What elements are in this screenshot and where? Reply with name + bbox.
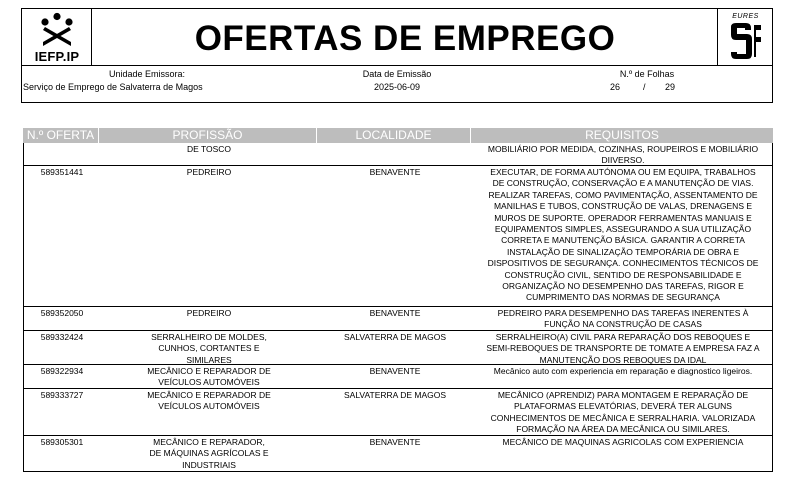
requirements-line: MECÂNICO (APRENDIZ) PARA MONTAGEM E REPARAÇÃO DE	[497, 390, 749, 400]
requirements-line: SERRALHEIRO(A) CIVIL PARA REPARAÇÃO DOS REBOQUES E	[495, 332, 751, 342]
offer-number: 589305301	[40, 437, 84, 447]
requirements	[473, 332, 773, 366]
profession-line: SERRALHEIRO DE MOLDES,	[151, 332, 267, 342]
iefp-logo-mark-icon	[40, 12, 74, 48]
requirements-line: MUROS DE SUPORTE. OPERADOR FERRAMENTAS MANUAIS E	[494, 212, 752, 223]
table-header	[23, 128, 773, 143]
requirements	[473, 390, 773, 436]
table-row	[23, 389, 773, 436]
offer-number: 589352050	[40, 308, 84, 318]
profession	[100, 308, 318, 319]
offer-number: 589322934	[40, 366, 84, 376]
page-separator: /	[643, 82, 646, 92]
requirements-line: EQUIPAMENTOS SIMPLES, ASSEGURANDO A SUA UTILIZAÇÃO	[494, 224, 752, 235]
profession-line: VEÍCULOS AUTOMÓVEIS	[158, 377, 260, 388]
profession-line: SIMILARES	[186, 354, 232, 365]
requirements	[473, 437, 773, 448]
table-row	[23, 143, 773, 166]
profession-line: VEÍCULOS AUTOMÓVEIS	[158, 401, 260, 412]
requirements-line: DISPOSITIVOS DE SEGURANÇA. CONHECIMENTOS TÉCNICOS DE	[487, 258, 759, 269]
offer-number: 589333727	[40, 390, 84, 400]
requirements-line: FORMAÇÃO NA ÁREA DA MECÂNICA OU SIMILARES.	[516, 424, 730, 435]
job-offers-table	[23, 128, 773, 472]
page-count-label: N.º de Folhas	[619, 69, 675, 79]
column-header-profession: PROFISSÃO	[99, 128, 317, 143]
requirements	[473, 167, 773, 304]
issuing-unit-cell	[22, 67, 272, 103]
requirements-line: MOBILIÁRIO POR MEDIDA, COZINHAS, ROUPEIROS E MOBILIÁRIO	[487, 144, 759, 154]
offer-number: 589332424	[40, 332, 84, 342]
location: BENAVENTE	[369, 437, 421, 447]
requirements-line: ORGANIZAÇÃO NO DESEMPENHO DAS TAREFAS, RIGOR E	[502, 281, 744, 292]
document-header	[21, 8, 773, 103]
column-header-location: LOCALIDADE	[317, 128, 471, 143]
table-row	[23, 436, 773, 472]
profession	[100, 390, 318, 413]
requirements-line: EXECUTAR, DE FORMA AUTÓNOMA OU EM EQUIPA, TRABALHOS	[490, 167, 756, 177]
iefp-logo	[22, 9, 92, 66]
page-title: OFERTAS DE EMPREGO	[194, 19, 616, 58]
table-row	[23, 365, 773, 389]
requirements-line: CONHECIMENTOS DE MECÂNICA E SERRALHARIA. VALORIZADA	[490, 412, 756, 423]
requirements	[473, 144, 773, 167]
requirements-line: MANUTENÇÃO DOS REBOQUES DA IDAL	[539, 354, 707, 365]
column-header-requirements: REQUISITOS	[585, 128, 659, 142]
profession-line: PEDREIRO	[186, 167, 232, 177]
table-row	[23, 331, 773, 365]
page-current: 26	[610, 82, 621, 92]
issue-date-label: Data de Emissão	[362, 69, 432, 79]
issue-date-value: 2025-06-09	[373, 82, 421, 92]
location: SALVATERRA DE MAGOS	[343, 390, 447, 400]
requirements-line: SEMI-REBOQUES DE TRANSPORTE DE TOMATE A EMPRESA FAZ A	[486, 343, 760, 354]
profession-line: MECÂNICO E REPARADOR DE	[147, 366, 271, 376]
requirements-line: CORRETA E MANUTENÇÃO BÁSICA. GARANTIR A CORRETA	[501, 235, 745, 246]
requirements-line: CUMPRIMENTO DAS NORMAS DE SEGURANÇA	[526, 292, 720, 303]
profession	[100, 167, 318, 178]
profession-line: DE MÁQUINAS AGRÍCOLAS E	[149, 448, 269, 459]
table-row	[23, 307, 773, 331]
requirements	[473, 366, 773, 377]
eures-text: EURES	[732, 13, 759, 20]
location: BENAVENTE	[369, 366, 421, 376]
issuing-unit-value: Serviço de Emprego de Salvaterra de Magos	[23, 82, 203, 92]
issuing-unit-label: Unidade Emissora:	[108, 69, 186, 79]
column-header-offer-number: N.º OFERTA	[23, 128, 99, 143]
logo-text: IEFP.IP	[34, 49, 80, 64]
page-total: 29	[665, 82, 676, 92]
location: SALVATERRA DE MAGOS	[343, 332, 447, 342]
requirements-line: FUNÇÃO NA CONSTRUÇÃO DE CASAS	[544, 319, 702, 330]
profession-line: PEDREIRO	[186, 308, 232, 318]
location: BENAVENTE	[369, 167, 421, 177]
requirements	[473, 308, 773, 331]
page-count-cell	[522, 67, 772, 103]
offer-number: 589351441	[40, 167, 84, 177]
profession-line: MECÂNICO E REPARADOR,	[153, 437, 265, 447]
profession-line: MECÂNICO E REPARADOR DE	[147, 390, 271, 400]
requirements-line: DE CONSTRUÇÃO, CONSERVAÇÃO E A MANUTENÇÃO DE VIAS.	[492, 178, 754, 189]
header-top-band	[22, 9, 772, 66]
eures-mark-icon	[727, 21, 764, 61]
requirements-line: CONSTRUÇÃO CIVIL, SENTIDO DE RESPONSABILIDADE E	[504, 269, 742, 280]
requirements-line: PEDREIRO PARA DESEMPENHO DAS TAREFAS INERENTES À	[497, 308, 749, 318]
profession	[100, 144, 318, 155]
profession	[100, 332, 318, 366]
profession	[100, 437, 318, 471]
issue-date-cell	[272, 67, 522, 103]
requirements-line: MANILHAS E TUBOS, CONSTRUÇÃO DE VALAS, DRENAGENS E	[493, 201, 753, 212]
eures-logo	[717, 9, 772, 66]
requirements-line: INSTALAÇÃO DE SINALIZAÇÃO TEMPORÁRIA DE OBRA E	[506, 246, 740, 257]
profession-line: DE TOSCO	[186, 144, 232, 154]
requirements-line: MECÂNICO DE MAQUINAS AGRICOLAS COM EXPERIENCIA	[502, 437, 744, 447]
requirements-line: Mecânico auto com experiencia em reparação e diagnostico ligeiros.	[493, 366, 753, 376]
profession-line: CUNHOS, CORTANTES E	[158, 343, 260, 354]
profession-line: INDUSTRIAIS	[182, 459, 236, 470]
location: BENAVENTE	[369, 308, 421, 318]
table-row	[23, 166, 773, 307]
requirements-line: DIIVERSO.	[601, 155, 645, 166]
requirements-line: PLATAFORMAS ELEVATÓRIAS, DEVERÁ TER ALGUNS	[514, 401, 732, 412]
profession	[100, 366, 318, 389]
requirements-line: REALIZAR TAREFAS, COMO PAVIMENTAÇÃO, ASSENTAMENTO DE	[488, 189, 758, 200]
